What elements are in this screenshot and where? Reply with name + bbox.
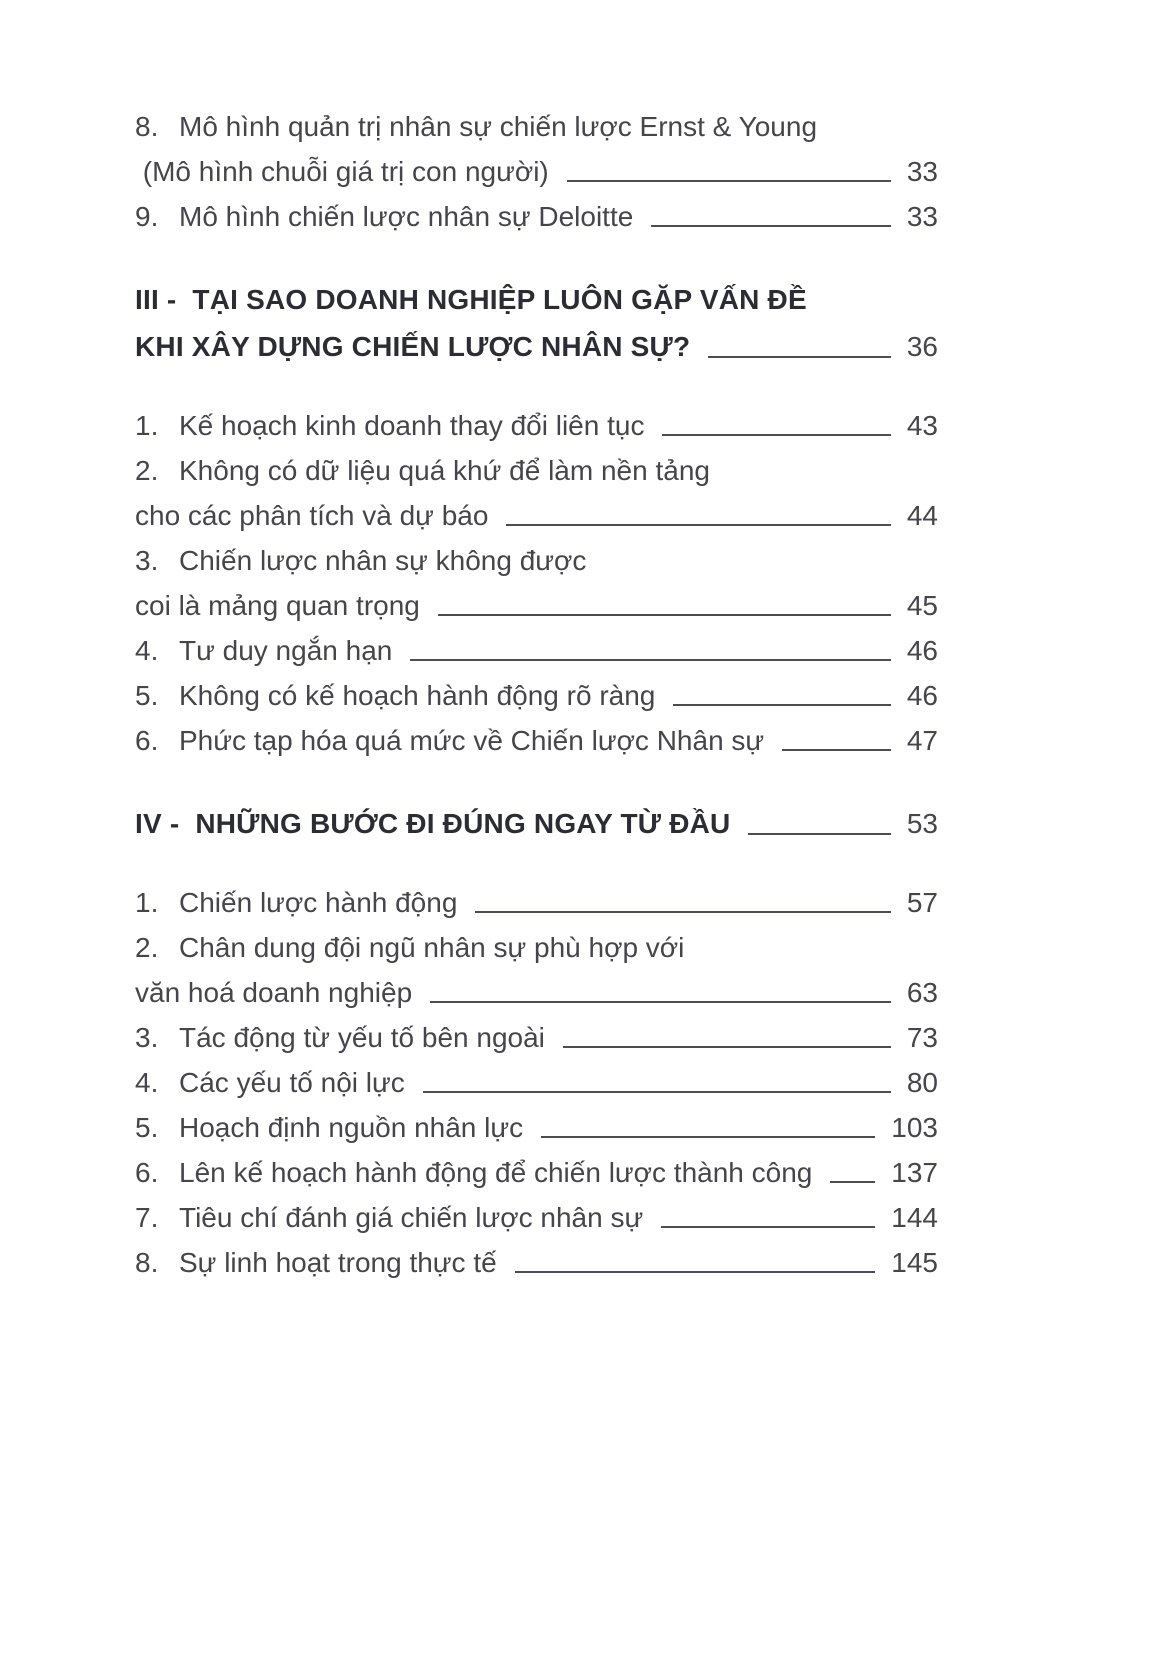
- toc-item-number: 3.: [135, 1022, 159, 1053]
- toc-item-text: văn hoá doanh nghiệp: [135, 977, 413, 1008]
- toc-entry: [135, 800, 938, 847]
- toc-item-text: Chiến lược nhân sự không được: [179, 545, 587, 576]
- toc-line: [135, 104, 938, 149]
- page-number: 43: [906, 410, 938, 441]
- toc-item-number: 4.: [135, 635, 159, 666]
- toc-entry: [135, 403, 938, 448]
- leader-line: [475, 911, 890, 913]
- page-number: 33: [906, 156, 938, 187]
- toc-item-number: 6.: [135, 725, 159, 756]
- page-number: 80: [906, 1067, 938, 1098]
- leader-line: [661, 1226, 875, 1228]
- leader-line: [662, 434, 890, 436]
- toc-item-text: Các yếu tố nội lực: [179, 1067, 405, 1098]
- toc-line: [135, 583, 938, 628]
- page-number: 36: [906, 331, 938, 362]
- toc-item-number: 1.: [135, 410, 159, 441]
- toc-item-number: 2.: [135, 932, 159, 963]
- toc-line: [135, 448, 938, 493]
- toc-entry: [135, 673, 938, 718]
- page-number: 53: [906, 808, 938, 839]
- toc-item-number: 8.: [135, 1247, 159, 1278]
- leader-line: [563, 1046, 891, 1048]
- page-number: 57: [906, 887, 938, 918]
- toc-list: [135, 104, 938, 1285]
- toc-entry: [135, 628, 938, 673]
- toc-entry: [135, 276, 938, 370]
- page-number: 33: [906, 201, 938, 232]
- toc-entry: [135, 104, 938, 194]
- toc-heading-text: IV - NHỮNG BƯỚC ĐI ĐÚNG NGAY TỪ ĐẦU: [135, 808, 731, 839]
- toc-line: [135, 970, 938, 1015]
- page-number: 44: [906, 500, 938, 531]
- leader-line: [830, 1181, 875, 1183]
- page-number: 137: [891, 1157, 938, 1188]
- toc-line: [135, 718, 938, 763]
- page-number: 46: [906, 635, 938, 666]
- toc-item-text: coi là mảng quan trọng: [135, 590, 420, 621]
- toc-line: [135, 925, 938, 970]
- toc-entry: [135, 1105, 938, 1150]
- toc-item-number: 9.: [135, 201, 159, 232]
- toc-entry: [135, 1150, 938, 1195]
- toc-item-text: Sự linh hoạt trong thực tế: [179, 1247, 497, 1278]
- toc-item-number: 7.: [135, 1202, 159, 1233]
- toc-item-text: Tác động từ yếu tố bên ngoài: [179, 1022, 545, 1053]
- toc-line: [135, 1015, 938, 1060]
- toc-entry: [135, 925, 938, 1015]
- toc-item-text: (Mô hình chuỗi giá trị con người): [135, 156, 549, 187]
- toc-heading-text: III - TẠI SAO DOANH NGHIỆP LUÔN GẶP VẤN ĐỀ: [135, 284, 807, 315]
- page-number: 103: [891, 1112, 938, 1143]
- page-number: 47: [906, 725, 938, 756]
- leader-line: [782, 749, 891, 751]
- toc-item-text: Chiến lược hành động: [179, 887, 458, 918]
- toc-item-text: Mô hình chiến lược nhân sự Deloitte: [179, 201, 634, 232]
- leader-line: [651, 225, 891, 227]
- toc-item-text: Kế hoạch kinh doanh thay đổi liên tục: [179, 410, 645, 441]
- toc-line: [135, 323, 938, 370]
- toc-heading-text: KHI XÂY DỰNG CHIẾN LƯỢC NHÂN SỰ?: [135, 331, 691, 362]
- toc-item-text: Phức tạp hóa quá mức về Chiến lược Nhân sự: [179, 725, 765, 756]
- toc-entry: [135, 538, 938, 628]
- toc-line: [135, 1240, 938, 1285]
- toc-entry: [135, 194, 938, 239]
- toc-entry: [135, 1015, 938, 1060]
- toc-item-number: 5.: [135, 1112, 159, 1143]
- leader-line: [708, 356, 891, 358]
- toc-line: [135, 493, 938, 538]
- toc-item-text: Tiêu chí đánh giá chiến lược nhân sự: [179, 1202, 644, 1233]
- toc-item-number: 8.: [135, 111, 159, 142]
- page-number: 46: [906, 680, 938, 711]
- toc-item-number: 1.: [135, 887, 159, 918]
- toc-line: [135, 149, 938, 194]
- toc-entry: [135, 1060, 938, 1105]
- toc-line: [135, 880, 938, 925]
- page-number: 144: [891, 1202, 938, 1233]
- leader-line: [567, 180, 891, 182]
- page-number: 45: [906, 590, 938, 621]
- toc-item-text: Chân dung đội ngũ nhân sự phù hợp với: [179, 932, 685, 963]
- toc-line: [135, 1195, 938, 1240]
- toc-item-text: cho các phân tích và dự báo: [135, 500, 489, 531]
- leader-line: [506, 524, 890, 526]
- toc-line: [135, 538, 938, 583]
- toc-item-text: Tư duy ngắn hạn: [179, 635, 393, 666]
- toc-line: [135, 800, 938, 847]
- leader-line: [515, 1271, 876, 1273]
- leader-line: [673, 704, 890, 706]
- toc-item-text: Mô hình quản trị nhân sự chiến lược Ernst & Young: [179, 111, 818, 142]
- toc-item-number: 5.: [135, 680, 159, 711]
- toc-item-number: 2.: [135, 455, 159, 486]
- toc-item-text: Lên kế hoạch hành động để chiến lược thành công: [179, 1157, 813, 1188]
- leader-line: [423, 1091, 891, 1093]
- leader-line: [541, 1136, 875, 1138]
- toc-item-text: Không có kế hoạch hành động rõ ràng: [179, 680, 656, 711]
- toc-line: [135, 1105, 938, 1150]
- toc-line: [135, 276, 938, 323]
- leader-line: [410, 659, 891, 661]
- toc-line: [135, 1150, 938, 1195]
- toc-item-text: Không có dữ liệu quá khứ để làm nền tảng: [179, 455, 710, 486]
- toc-entry: [135, 1240, 938, 1285]
- toc-entry: [135, 1195, 938, 1240]
- toc-entry: [135, 718, 938, 763]
- leader-line: [748, 833, 890, 835]
- toc-entry: [135, 880, 938, 925]
- leader-line: [430, 1001, 891, 1003]
- toc-line: [135, 628, 938, 673]
- toc-item-text: Hoạch định nguồn nhân lực: [179, 1112, 524, 1143]
- toc-entry: [135, 448, 938, 538]
- page-number: 63: [906, 977, 938, 1008]
- toc-line: [135, 403, 938, 448]
- toc-line: [135, 1060, 938, 1105]
- toc-item-number: 3.: [135, 545, 159, 576]
- toc-item-number: 4.: [135, 1067, 159, 1098]
- toc-line: [135, 673, 938, 718]
- page-number: 73: [906, 1022, 938, 1053]
- leader-line: [438, 614, 891, 616]
- toc-line: [135, 194, 938, 239]
- page-number: 145: [891, 1247, 938, 1278]
- toc-item-number: 6.: [135, 1157, 159, 1188]
